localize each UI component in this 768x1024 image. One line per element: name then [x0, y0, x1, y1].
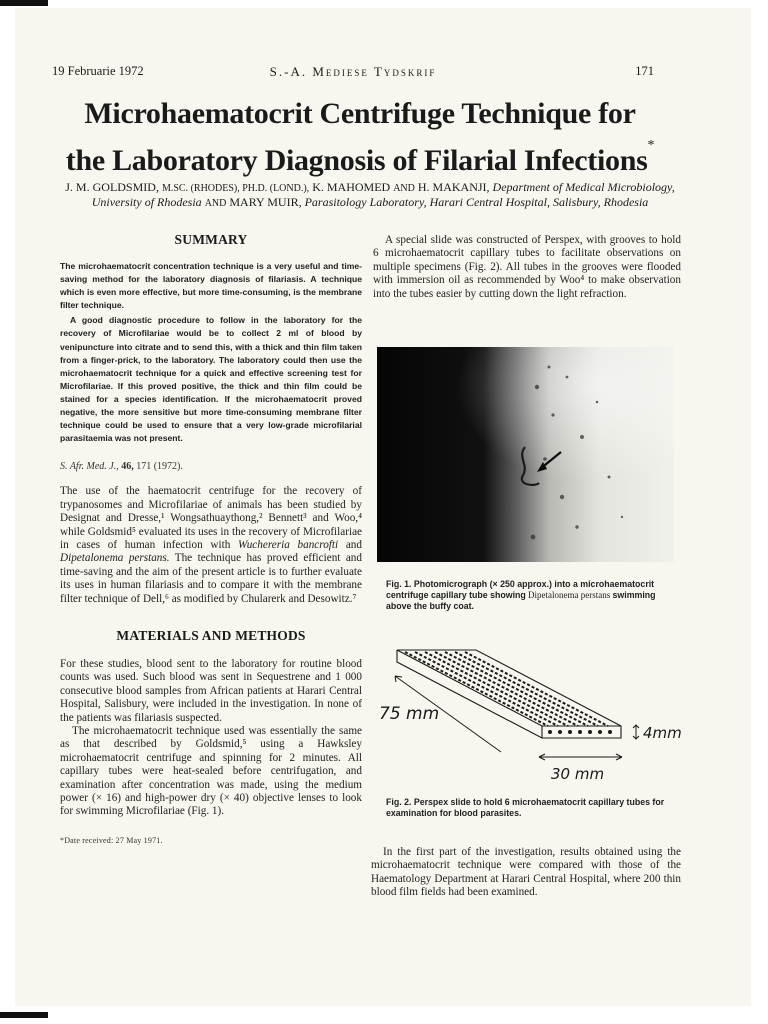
- slide-description-paragraph: A special slide was constructed of Perspex, with grooves to hold 6 microhaematocrit capillary tubes to facilitate observations on multiple specimens (Fig. 2). All tubes in the grooves were flooded with immersion oil as recommended by Woo⁴ to make observation into the tubes easier by cutting down the light refraction.: [373, 234, 681, 300]
- issue-date: 19 Februarie 1972: [52, 64, 144, 78]
- slide-width-label: 30 mm: [551, 765, 605, 783]
- author-and-2: AND: [204, 197, 227, 209]
- right-column-top: [373, 234, 681, 301]
- author-mahomed: K. MAHOMED: [312, 180, 391, 194]
- intro-text-1: The use of the haematocrit centrifuge for the recovery of trypanosomes and Microfilariae of animals has been studied by Designat and Dresse,¹ Wongsathuaythong,² Bennett³ and Woo,⁴ while Goldsmid⁵ evaluated its uses in the recovery of Microfilariae in cases of human infection with: [60, 485, 362, 551]
- summary-paragraph-1: The microhaematocrit concentration technique is a very useful and time-saving method for the laboratory diagnosis of filariasis. A technique which is even more effective, but more time-consuming, is the membrane filter technique.: [60, 261, 362, 311]
- author-block: [60, 181, 680, 210]
- affiliation-parasitology: Parasitology Laboratory, Harari Central Hospital, Salisbury, Rhodesia: [304, 194, 649, 209]
- methods-paragraph-1: For these studies, blood sent to the laboratory for routine blood counts was used. Such blood was sent in Sequestrene and 1 000 consecutive blood samples from African patients at Harari Central Hospital, Salisbury, were included in the investigation. In none of the patients was filariasis suspected.: [60, 657, 362, 724]
- summary-heading: SUMMARY: [174, 232, 248, 247]
- summary-paragraph-2: A good diagnostic procedure to follow in the laboratory for the recovery of Microfilariae would be to collect 2 ml of blood by venipuncture into citrate and to send this, with a thick and thin film taken from a finger-prick, to the laboratory. The laboratory could then use the microhaematocrit technique for a quick and effective screening test for Microfilariae. If this proved positive, the thick and thin film could be stained for a species identification. If the microhaematocrit proved negative, the more sensitive but more time-consuming membrane filter technique could be used to ensure that a very low-grade microfilarial parasitaemia was not present.: [60, 315, 362, 444]
- author-and-1: AND: [393, 183, 415, 194]
- species-wuchereria: Wuchereria bancrofti: [238, 538, 339, 551]
- page-number: 171: [635, 64, 654, 78]
- intro-paragraph: [60, 485, 362, 606]
- slide-height-label: 4mm: [643, 724, 682, 742]
- species-dipetalonema: Dipetalonema perstans.: [60, 552, 170, 565]
- citation-journal: S. Afr. Med. J.,: [60, 461, 119, 473]
- title-line-2-text: the Laboratory Diagnosis of Filarial Infections: [65, 144, 648, 177]
- methods-paragraph-2: The microhaematocrit technique used was essentially the same as that described by Goldsmid,⁵ using a Hawksley microhaematocrit centrifuge and spinning for 2 minutes. All capillary tubes were heat-sealed before centrifugation, and examination after concentration was made, using the medium power (× 16) and high-power dry (× 40) objective lenses to look for swimming Microfilariae (Fig. 1).: [60, 725, 362, 818]
- date-received-footnote: *Date received: 27 May 1971.: [60, 835, 163, 845]
- figure-1-caption-bold: Fig. 1. Photomicrograph (× 250 approx.) into a microhaematocrit centrifuge capillary tube showing: [386, 579, 655, 600]
- methods-heading: MATERIALS AND METHODS: [116, 627, 306, 643]
- intro-text-2: The technique has proved efficient and time-saving and the aim of the present article is to further evaluate its uses in human filariasis and to compare it with the membrane filter technique of Dell,⁶ as modified by Chularerk and Desowitz.⁷: [60, 552, 362, 605]
- figure-2-caption: [386, 797, 672, 819]
- figure-2-slide-diagram: [375, 640, 681, 790]
- figure-1-caption-text: [386, 579, 672, 612]
- slide-length-label: 75 mm: [379, 704, 440, 724]
- left-column: [60, 232, 362, 845]
- figure-2-caption-bold: Fig. 2. Perspex slide to hold 6 microhaematocrit capillary tubes for examination for blood parasites.: [386, 797, 665, 818]
- journal-name: S.-A. Mediese Tydskrif: [269, 64, 437, 79]
- citation-volume: 46,: [121, 461, 134, 473]
- right-column-bottom: [371, 846, 681, 900]
- title-line-1: Microhaematocrit Centrifuge Technique for: [84, 97, 636, 130]
- photomicrograph: [377, 347, 674, 562]
- figure-1-caption-bold-2: swimming above the buffy coat.: [386, 590, 656, 611]
- citation: [60, 461, 362, 472]
- author-makanji: H. MAKANJI,: [417, 180, 490, 194]
- article-title: [40, 93, 680, 182]
- figure-2-caption-text: [386, 797, 672, 819]
- affiliation-microbiology: Department of Medical Microbiology, University of Rhodesia: [91, 180, 675, 209]
- title-footnote-mark: *: [647, 138, 655, 153]
- scan-edge-mark-top: [0, 0, 48, 6]
- figure-1-caption-species: Dipetalonema perstans: [525, 590, 613, 600]
- author-degrees: M.SC. (RHODES), PH.D. (LOND.),: [161, 183, 310, 194]
- results-paragraph: In the first part of the investigation, results obtained using the microhaematocrit technique were compared with those of the Haematology Department at Harari Central Hospital, where 200 thin blood film fields had been examined.: [371, 846, 681, 899]
- title-line-2: [40, 135, 680, 182]
- author-goldsmid: J. M. GOLDSMID,: [65, 180, 159, 194]
- author-muir: MARY MUIR,: [229, 194, 302, 209]
- scan-edge-mark-bottom: [0, 1012, 48, 1018]
- photomicrograph-image: [377, 347, 674, 562]
- figure-1-caption: [386, 579, 672, 612]
- running-head: [52, 64, 654, 82]
- intro-and: and: [338, 538, 362, 551]
- citation-pages: 171 (1972).: [136, 461, 183, 473]
